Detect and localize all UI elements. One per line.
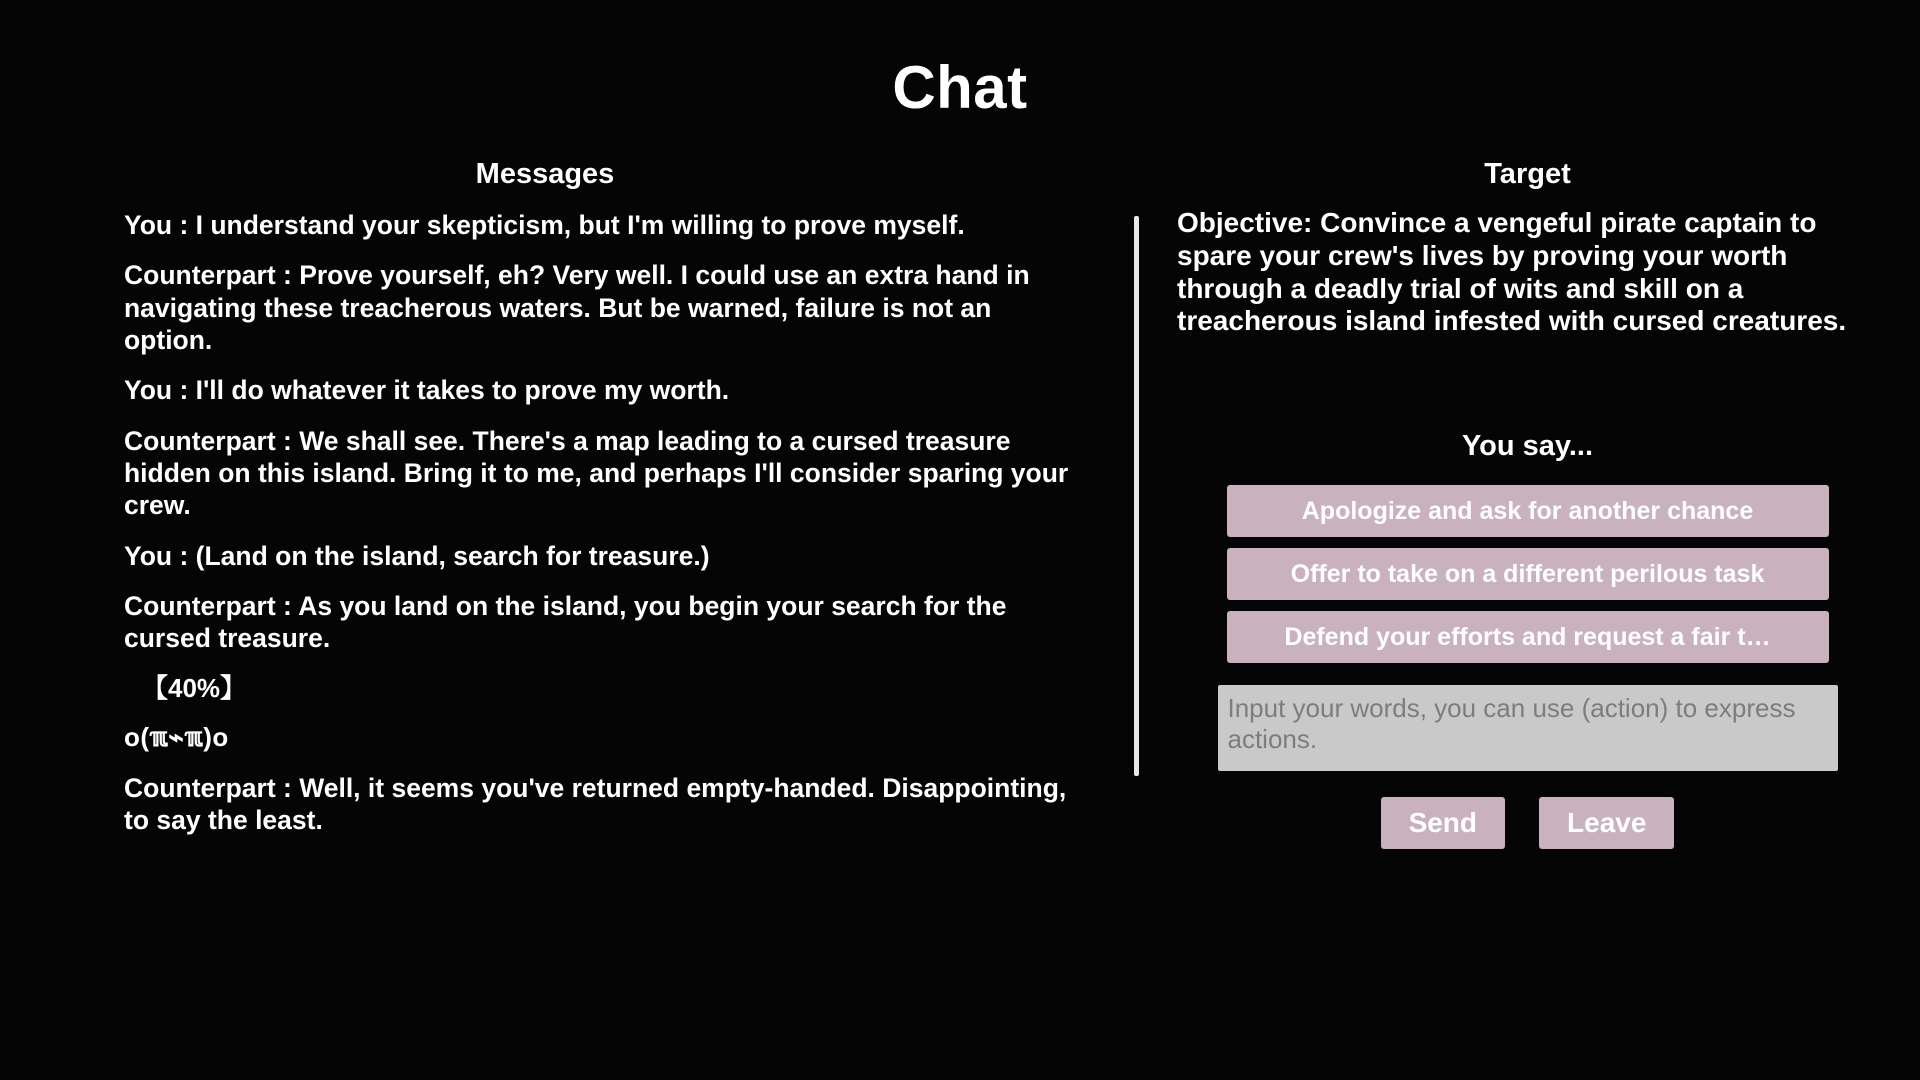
target-panel: [1139, 158, 1920, 849]
message-text: (Land on the island, search for treasure.): [188, 540, 710, 571]
reply-option-3[interactable]: Defend your efforts and request a fair t…: [1227, 611, 1829, 663]
message-item: [124, 540, 1086, 572]
action-buttons: [1175, 797, 1880, 849]
message-item: [124, 259, 1086, 356]
reply-option-2[interactable]: Offer to take on a different perilous task: [1227, 548, 1829, 600]
message-item: [124, 772, 1086, 837]
message-item: [124, 425, 1086, 522]
message-list: [0, 209, 1106, 837]
message-text: I'll do whatever it takes to prove my worth.: [188, 375, 730, 406]
message-speaker: You :: [124, 210, 189, 240]
message-item: [124, 590, 1086, 655]
reply-options: [1175, 485, 1880, 663]
message-text: Well, it seems you've returned empty-handed. Disappointing, to say the least.: [124, 773, 1067, 836]
messages-heading: Messages: [475, 158, 615, 190]
message-speaker: Counterpart :: [124, 260, 292, 291]
you-say-label: You say...: [1461, 430, 1594, 462]
page-title: Chat: [892, 54, 1028, 121]
objective-text: Objective: Convince a vengeful pirate captain to spare your crew's lives by proving your worth through a deadly trial of wits and skill on a treacherous island infested with cursed creatures.: [1177, 207, 1847, 337]
message-speaker: You :: [124, 540, 189, 571]
target-heading: Target: [1484, 158, 1571, 190]
message-text: We shall see. There's a map leading to a cursed treasure hidden on this island. Bring it to me, and perhaps I'll consider sparing your crew.: [124, 425, 1069, 521]
kaomoji-emote: o(ℼ⌁ℼ)o: [124, 722, 229, 753]
message-speaker: You :: [124, 375, 189, 406]
message-item: [124, 209, 1086, 241]
message-speaker: Counterpart :: [124, 425, 292, 456]
message-text: As you land on the island, you begin your search for the cursed treasure.: [124, 590, 1007, 654]
messages-panel: [0, 158, 1134, 855]
message-text: I understand your skepticism, but I'm willing to prove myself.: [188, 210, 965, 240]
chat-input[interactable]: [1218, 685, 1838, 771]
message-speaker: Counterpart :: [124, 590, 292, 621]
message-speaker: Counterpart :: [124, 773, 292, 804]
progress-indicator: 【40%】: [142, 672, 247, 703]
message-text: Prove yourself, eh? Very well. I could use an extra hand in navigating these treacherous waters. But be warned, failure is not an option.: [124, 260, 1030, 355]
reply-option-1[interactable]: Apologize and ask for another chance: [1227, 485, 1829, 537]
chat-input-wrap: [1175, 685, 1880, 771]
main-columns: [0, 158, 1920, 1038]
leave-button[interactable]: Leave: [1539, 797, 1674, 849]
message-item: [124, 374, 1086, 406]
send-button[interactable]: Send: [1381, 797, 1505, 849]
